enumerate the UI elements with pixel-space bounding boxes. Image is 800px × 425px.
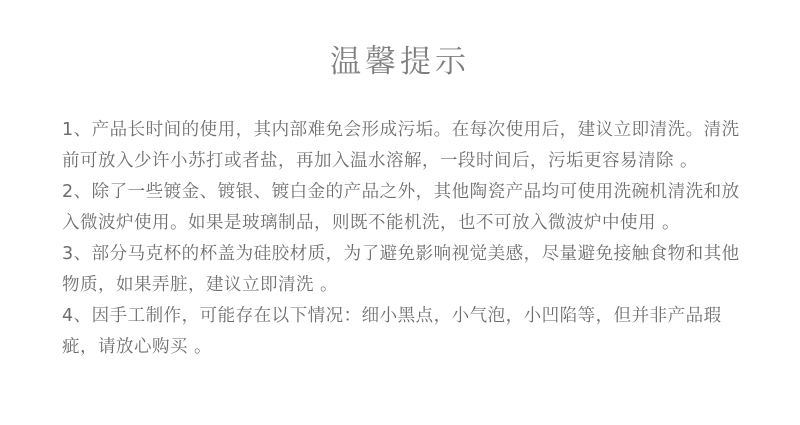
notice-paragraph-2: 2、除了一些镀金、镀银、镀白金的产品之外，其他陶瓷产品均可使用洗碗机清洗和放入微波炉使用。如果是玻璃制品，则既不能机洗，也不可放入微波炉中使用 。: [62, 182, 740, 234]
notice-paragraph-1: 1、产品长时间的使用，其内部难免会形成污垢。在每次使用后，建议立即清洗。清洗前可放入少许小苏打或者盐，再加入温水溶解，一段时间后，污垢更容易清除 。: [62, 120, 740, 172]
notice-paragraph-4: 4、因手工制作，可能存在以下情况：细小黑点，小气泡，小凹陷等，但并非产品瑕疵，请放心购买 。: [62, 306, 722, 358]
notice-body: [0, 115, 800, 363]
page-title: 温馨提示: [330, 44, 470, 80]
notice-paragraph-3: 3、部分马克杯的杯盖为硅胶材质，为了避免影响视觉美感，尽量避免接触食物和其他物质，如果弄脏，建议立即清洗 。: [62, 244, 740, 296]
